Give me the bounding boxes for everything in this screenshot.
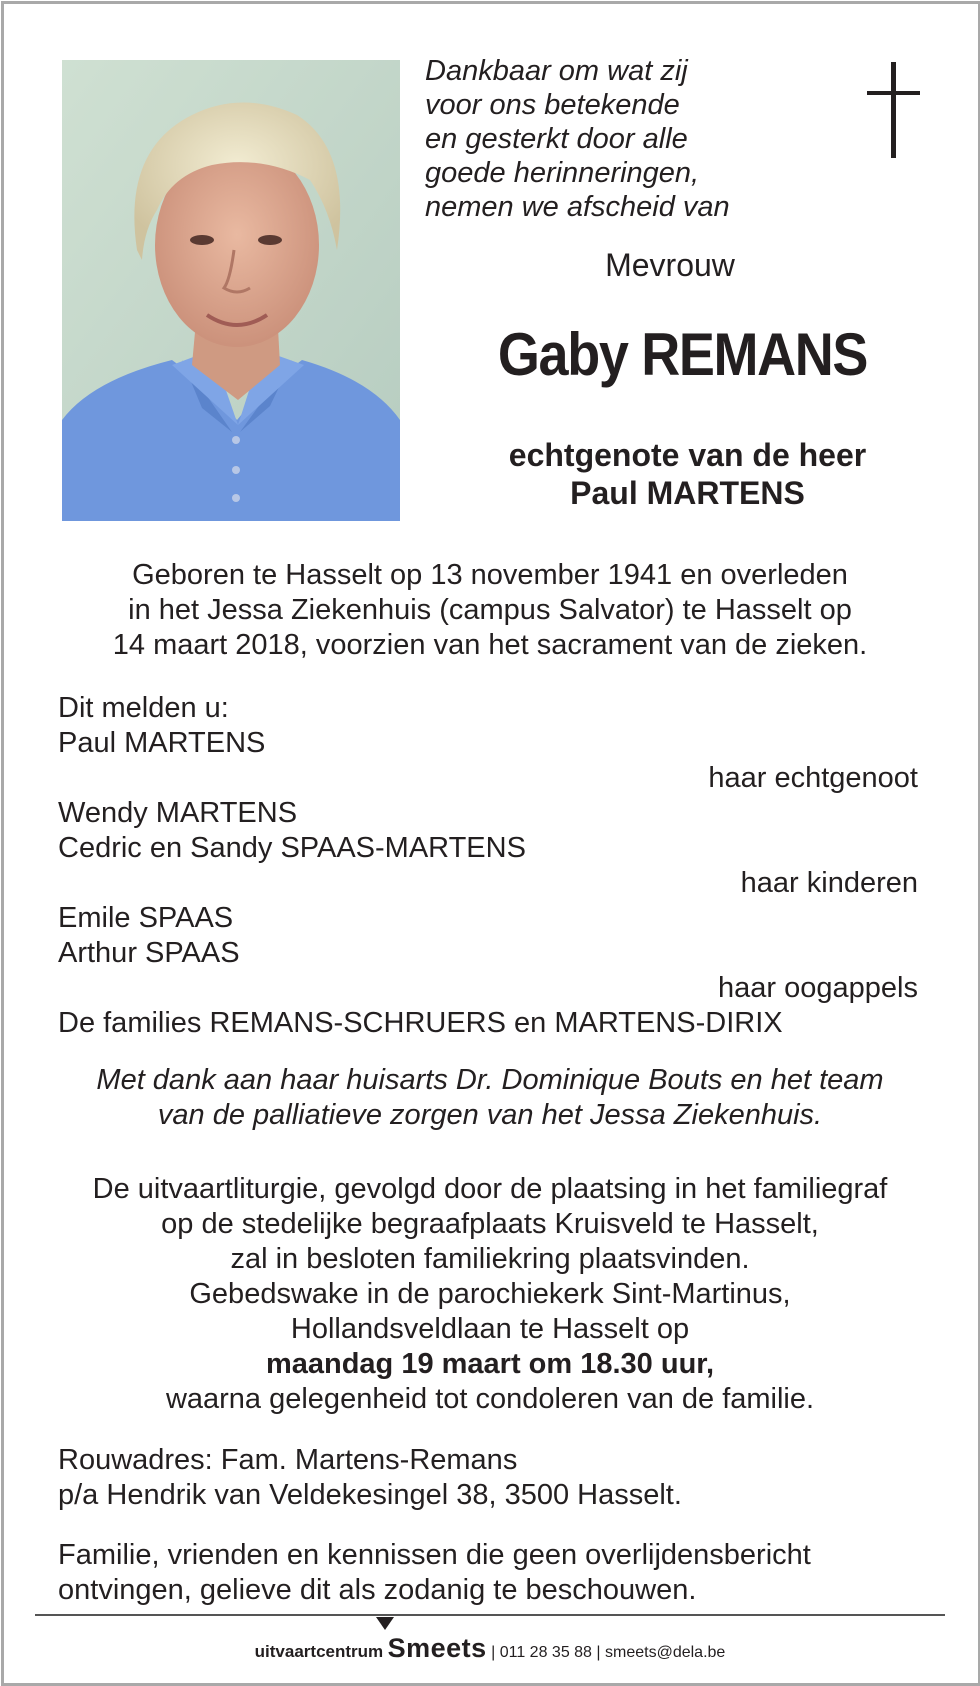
birth-line: in het Jessa Ziekenhuis (campus Salvator) te Hasselt op <box>128 594 852 626</box>
condolence-line: waarna gelegenheid tot condoleren van de familie. <box>165 1383 815 1415</box>
family-member: Emile SPAAS <box>58 902 234 934</box>
notice-line: Familie, vrienden en kennissen die geen overlijdensbericht <box>58 1539 811 1571</box>
liturgy-line: Hollandsveldlaan te Hasselt op <box>290 1313 690 1345</box>
cross-icon <box>863 62 923 162</box>
footer-prefix: uitvaartcentrum <box>254 1642 384 1661</box>
family-intro: Dit melden u: <box>58 692 229 724</box>
notice-line: ontvingen, gelieve dit als zodanig te beschouwen. <box>58 1574 697 1606</box>
footer-email: smeets@dela.be <box>605 1644 726 1661</box>
footer-brand: Smeets <box>387 1633 487 1663</box>
family-list <box>58 691 918 1041</box>
liturgy-line: De uitvaartliturgie, gevolgd door de plaatsing in het familiegraf <box>92 1173 888 1205</box>
portrait-photo <box>62 60 400 521</box>
spouse-line: echtgenote van de heer <box>508 437 867 473</box>
footer-separator: | <box>596 1644 606 1661</box>
intro-line: Dankbaar om wat zij <box>425 55 688 87</box>
spouse-block <box>420 436 955 512</box>
birth-line: 14 maart 2018, voorzien van het sacrament van de zieken. <box>112 629 868 661</box>
family-member: Cedric en Sandy SPAAS-MARTENS <box>58 832 526 864</box>
funeral-home-footer <box>0 1631 980 1670</box>
liturgy-line: Gebedswake in de parochiekerk Sint-Martinus, <box>189 1278 791 1310</box>
birth-line: Geboren te Hasselt op 13 november 1941 en overleden <box>132 559 848 591</box>
triangle-marker-icon <box>376 1617 394 1630</box>
footer-divider <box>35 1614 945 1616</box>
intro-line: goede herinneringen, <box>425 157 700 189</box>
family-member: Wendy MARTENS <box>58 797 298 829</box>
family-role: haar oogappels <box>718 972 918 1004</box>
thanks-text <box>40 1063 940 1133</box>
footer-phone: 011 28 35 88 <box>499 1644 592 1661</box>
thanks-line: van de palliatieve zorgen van het Jessa Ziekenhuis. <box>157 1099 823 1131</box>
thanks-line: Met dank aan haar huisarts Dr. Dominique Bouts en het team <box>96 1064 884 1096</box>
family-member: Paul MARTENS <box>58 727 266 759</box>
liturgy-text <box>40 1172 940 1417</box>
notice-text <box>58 1538 938 1608</box>
footer-separator: | <box>491 1644 500 1661</box>
family-role: haar kinderen <box>740 867 918 899</box>
deceased-name: Gaby REMANS <box>497 321 868 388</box>
intro-line: nemen we afscheid van <box>425 191 730 223</box>
liturgy-line: op de stedelijke begraafplaats Kruisveld te Hasselt, <box>161 1208 819 1240</box>
spouse-name: Paul MARTENS <box>570 475 805 511</box>
family-role: haar echtgenoot <box>708 762 918 794</box>
mourning-address <box>58 1443 918 1513</box>
family-member: De families REMANS-SCHRUERS en MARTENS-DIRIX <box>58 1007 783 1039</box>
intro-text <box>425 54 805 224</box>
salutation: Mevrouw <box>605 247 735 283</box>
intro-line: voor ons betekende <box>425 89 680 121</box>
liturgy-line: zal in besloten familiekring plaatsvinden. <box>230 1243 750 1275</box>
address-line: Rouwadres: Fam. Martens-Remans <box>58 1444 518 1476</box>
family-member: Arthur SPAAS <box>58 937 240 969</box>
address-line: p/a Hendrik van Veldekesingel 38, 3500 Hasselt. <box>58 1479 682 1511</box>
intro-line: en gesterkt door alle <box>425 123 688 155</box>
wake-datetime: maandag 19 maart om 18.30 uur, <box>265 1348 715 1380</box>
birth-death-text <box>60 558 920 663</box>
